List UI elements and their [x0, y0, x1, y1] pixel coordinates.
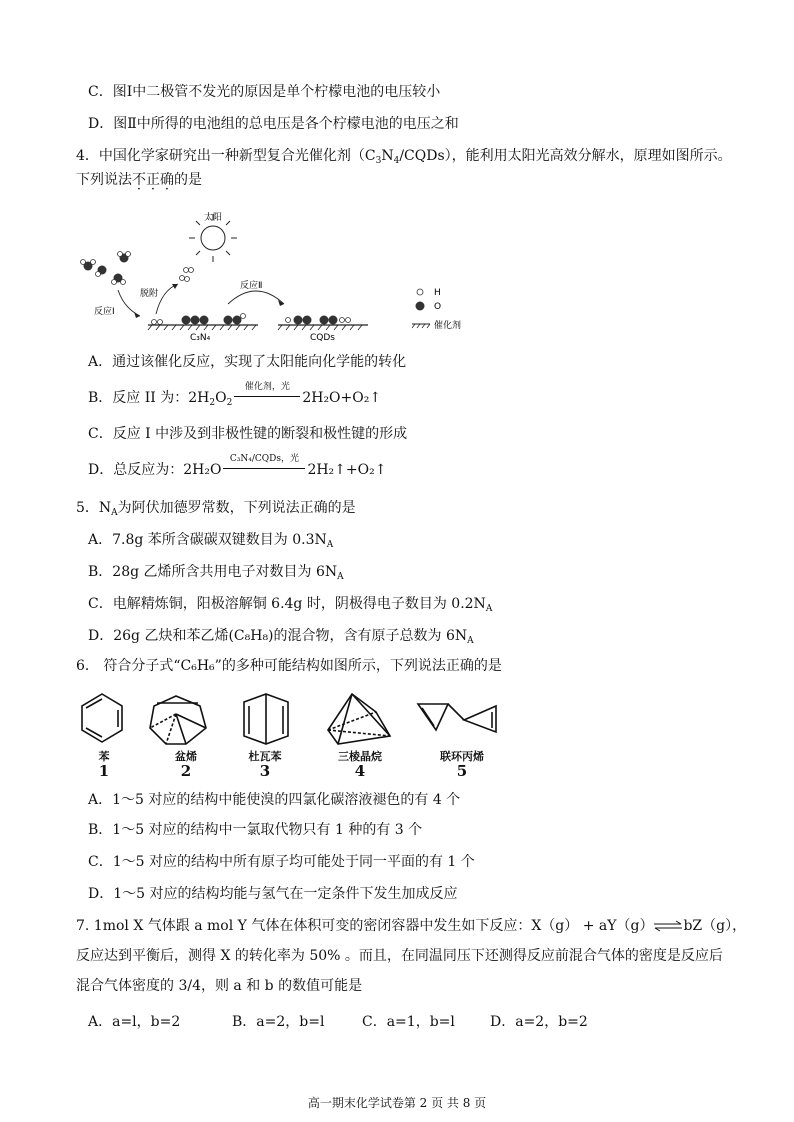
q5-option-a: A．7.8g 苯所含碳碳双键数目为 $0.3N_A$: [88, 532, 334, 550]
q6-option-d: D．1～5 对应的结构均能与氢气在一定条件下发生加成反应: [88, 886, 458, 902]
q7-stem-line1: 7. 1mol X 气体跟 a mol Y 气体在体积可变的密闭容器中发生如下反应：X（g） + aY（g） bZ（g），: [76, 918, 747, 934]
catalyst-c3n4-label: C₃N₄: [190, 333, 211, 342]
q7-option-b: B．a=2，b=l: [232, 1014, 325, 1030]
q4-option-c: C．反应 I 中涉及到非极性键的断裂和极性键的形成: [88, 426, 408, 442]
q7-stem-line2: 反应达到平衡后，测得 X 的转化率为 50% 。而且，在同温同压下还测得反应前混合气体的密度是反应后: [76, 948, 723, 964]
reaction-arrow-total: C₃N₄/CQDs，光: [223, 460, 305, 480]
q5-option-c: C．电解精炼铜，阳极溶解铜 6.4g 时，阴极得电子数目为 $0.2N_A$: [88, 596, 493, 614]
q6-stem: 6． 符合分子式“C₆H₆”的多种可能结构如图所示，下列说法正确的是: [76, 658, 502, 674]
reaction2-label: 反应Ⅱ: [240, 281, 263, 291]
q4-option-d: D．总反应为：2H₂O C₃N₄/CQDs，光 2H₂↑+O₂↑: [88, 454, 387, 478]
page-footer: 高一期末化学试卷第 2 页 共 8 页: [307, 1096, 487, 1110]
dewar-benzene-structure: [244, 694, 288, 744]
emphasis-dotted: 不正确: [132, 172, 174, 188]
reaction1-label: 反应Ⅰ: [94, 307, 115, 317]
legend-catalyst-label: 催化剂: [434, 321, 462, 331]
q7-option-a: A．a=l，b=2: [88, 1014, 181, 1030]
q5-option-d: D．26g 乙炔和苯乙烯(C₈H₈)的混合物，含有原子总数为 $6N_A$: [88, 628, 474, 646]
q3-option-c: C．图Ⅰ中二极管不发光的原因是单个柠檬电池的电压较小: [88, 84, 441, 100]
q7-stem-line3: 混合气体密度的 3/4，则 a 和 b 的数值可能是: [76, 978, 363, 994]
legend-h-label: H: [434, 288, 441, 298]
catalyst-cqds-label: CQDs: [310, 333, 335, 342]
q4-stem-line2: 下列说法不正确的是: [76, 172, 202, 188]
benzvalene-structure: [150, 696, 206, 744]
structure-4-name: 三棱晶烷: [338, 750, 382, 763]
sun-label: 太阳: [204, 213, 223, 223]
c6h6-structures: [76, 690, 516, 750]
q7-option-c: C．a=1，b=l: [362, 1014, 455, 1030]
desorb-label: 脱附: [140, 289, 159, 299]
q3-option-d: D．图Ⅱ中所得的电池组的总电压是各个柠檬电池的电压之和: [88, 116, 459, 132]
equilibrium-arrow-icon: [653, 920, 683, 932]
q4-stem: 4．中国化学家研究出一种新型复合光催化剂$(C_3N_4/CQDs)$，能利用太阳光高效分解水，原理如图所示。: [76, 148, 732, 166]
structure-5-number: 5: [456, 762, 468, 780]
bicyclopropenyl-structure: [418, 704, 496, 732]
structure-2-number: 2: [180, 762, 192, 780]
structure-4-number: 4: [354, 762, 366, 780]
q6-option-a: A．1～5 对应的结构中能使溴的四氯化碳溶液褪色的有 4 个: [88, 792, 461, 808]
structure-3-name: 杜瓦苯: [248, 750, 282, 763]
structure-3-number: 3: [259, 762, 271, 780]
water-molecules: [81, 252, 131, 285]
q5-option-b: B．28g 乙烯所含共用电子对数目为 $6N_A$: [88, 564, 344, 582]
q6-option-c: C．1～5 对应的结构中所有原子均可能处于同一平面的有 1 个: [88, 854, 475, 870]
benzene-structure: [82, 694, 122, 742]
legend-o-label: O: [434, 302, 442, 312]
q5-stem: 5．$N_A$为阿伏加德罗常数，下列说法正确的是: [76, 500, 356, 518]
structure-1-name: 苯: [98, 750, 110, 763]
q4-option-b: B．反应 II 为：$2H_2O_2$ 催化剂，光 2H₂O+O₂↑: [88, 382, 382, 408]
structure-2-name: 盆烯: [175, 750, 197, 763]
q7-option-d: D．a=2，b=2: [490, 1014, 588, 1030]
structure-1-number: 1: [98, 762, 110, 780]
q6-option-b: B．1～5 对应的结构中一氯取代物只有 1 种的有 3 个: [88, 822, 423, 838]
reaction-arrow: 催化剂，光: [234, 388, 300, 408]
q4-reaction-figure: [78, 208, 478, 342]
prismane-structure: [328, 694, 390, 744]
structure-5-name: 联环丙烯: [440, 750, 484, 763]
q4-option-a: A．通过该催化反应，实现了太阳能向化学能的转化: [88, 354, 407, 370]
